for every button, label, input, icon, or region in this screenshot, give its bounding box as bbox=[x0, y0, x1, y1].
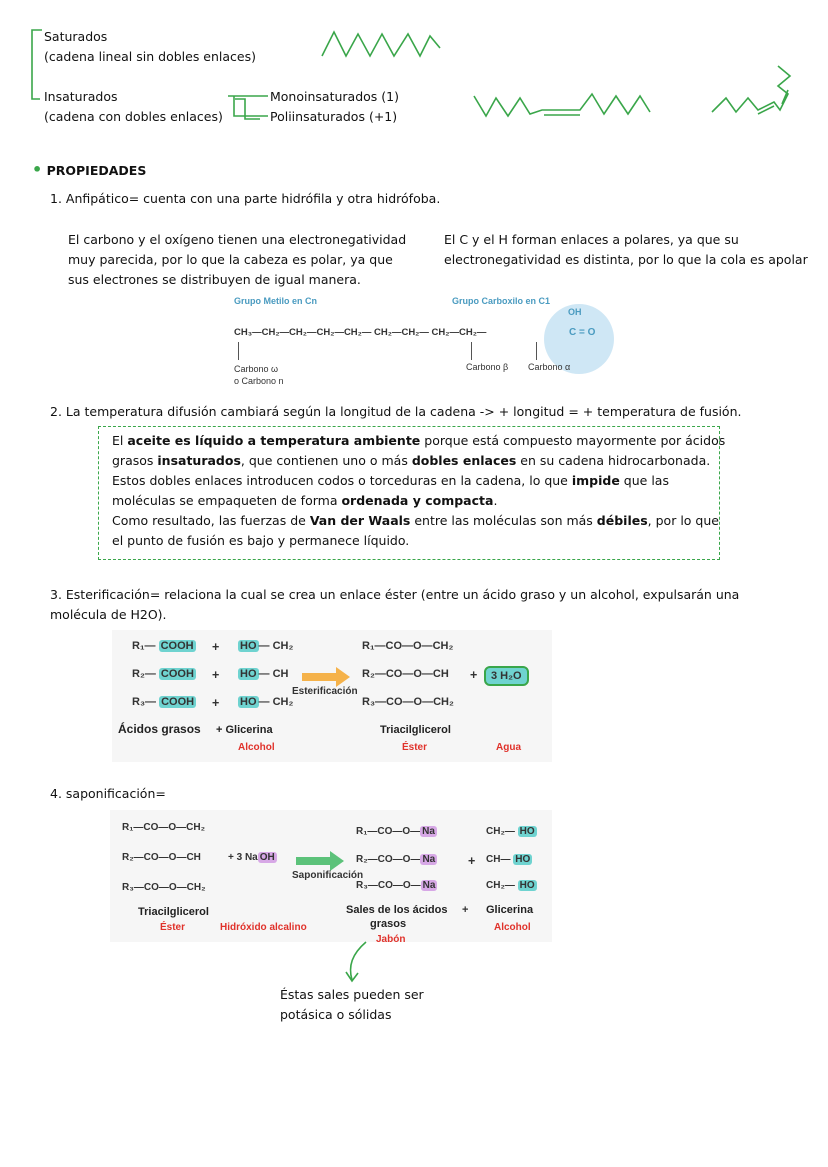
monoinsaturados: Monoinsaturados (1) bbox=[270, 89, 399, 104]
label-metilo: Grupo Metilo en Cn bbox=[234, 296, 317, 306]
hidroxido-label: Hidróxido alcalino bbox=[220, 922, 307, 933]
triacilglicerol-label: Triacilglicerol bbox=[380, 724, 451, 736]
fatty-acid-figure bbox=[228, 296, 618, 392]
carbono-beta: Carbono β bbox=[466, 362, 509, 372]
item1-right-line1: El C y el H forman enlaces a polares, ya que su bbox=[444, 232, 739, 247]
box-line5: Como resultado, las fuerzas de Van der Waals entre las moléculas son más débiles, por lo que bbox=[112, 513, 719, 528]
box-line4: moléculas se empaqueten de forma ordenada y compacta. bbox=[112, 493, 498, 508]
acid-row-1: R₁— COOH bbox=[132, 640, 194, 652]
glicerina-row-2: CH— HO bbox=[486, 854, 531, 865]
monounsaturated-zigzag-drawing bbox=[470, 90, 660, 120]
ester-row-1: R₁—CO—O—CH₂ bbox=[362, 640, 454, 652]
sales-label-2: grasos bbox=[370, 918, 407, 930]
box-line2: grasos insaturados, que contienen uno o más dobles enlaces en su cadena hidrocarbonada. bbox=[112, 453, 711, 468]
bullet-icon: • bbox=[32, 160, 43, 179]
glicerina-label: Glicerina bbox=[486, 904, 534, 916]
plus-labels: + bbox=[462, 904, 469, 916]
acid-row-2: R₂— COOH bbox=[132, 668, 194, 680]
esterification-figure bbox=[112, 630, 552, 762]
box-line6: el punto de fusión es bajo y permanece líquido. bbox=[112, 533, 410, 548]
salt-row-2: R₂—CO—O— Na bbox=[356, 854, 436, 865]
hydroxyl: OH bbox=[568, 307, 582, 317]
esterification-label: Esterificación bbox=[292, 686, 358, 697]
box-line3: Estos dobles enlaces introducen codos o torceduras en la cadena, lo que impide que las bbox=[112, 473, 669, 488]
agua-label: Agua bbox=[496, 742, 521, 753]
acidos-grasos-label: Ácidos grasos bbox=[118, 722, 201, 736]
alcohol-label: Alcohol bbox=[494, 922, 531, 933]
esterification-arrow-icon bbox=[302, 666, 352, 688]
alcohol-label: Alcohol bbox=[238, 742, 275, 753]
item2-text: 2. La temperatura difusión cambiará según la longitud de la cadena -> + longitud = + temperatura de fusión. bbox=[50, 404, 742, 419]
water-product: 3 H₂O bbox=[484, 666, 529, 686]
glicerina-label: + Glicerina bbox=[216, 724, 273, 736]
item4-text: 4. saponificación= bbox=[50, 786, 166, 801]
item3-line1: 3. Esterificación= relaciona la cual se crea un enlace éster (entre un ácido graso y un alcohol, expulsarán una bbox=[50, 587, 740, 602]
item1-left-line2: muy parecida, por lo que la cabeza es polar, ya que bbox=[68, 252, 393, 267]
plus-1: + bbox=[212, 640, 220, 654]
saponification-label: Saponificación bbox=[292, 870, 364, 881]
triacilglicerol-label: Triacilglicerol bbox=[138, 906, 209, 918]
triacyl-row-3: R₃—CO—O—CH₂ bbox=[122, 882, 206, 893]
alpha-arrow bbox=[536, 342, 537, 360]
glycerol-row-1: HO — CH₂ bbox=[240, 640, 294, 652]
carbono-n: o Carbono n bbox=[234, 376, 284, 386]
beta-arrow bbox=[471, 342, 472, 360]
carbono-alpha: Carbono α bbox=[528, 362, 571, 372]
glicerina-row-1: CH₂— HO bbox=[486, 826, 535, 837]
saponification-figure bbox=[110, 810, 552, 945]
omega-arrow bbox=[238, 342, 239, 360]
sales-label-1: Sales de los ácidos bbox=[346, 904, 448, 916]
triacyl-row-1: R₁—CO—O—CH₂ bbox=[122, 822, 206, 833]
triacyl-row-2: R₂—CO—O—CH bbox=[122, 852, 201, 863]
insaturados-desc: (cadena con dobles enlaces) bbox=[44, 109, 223, 124]
glycerol-row-2: HO — CH bbox=[240, 668, 289, 680]
saturados-desc: (cadena lineal sin dobles enlaces) bbox=[44, 49, 256, 64]
ester-label: Éster bbox=[160, 922, 186, 933]
polyunsaturated-kinked-drawing bbox=[708, 60, 798, 120]
item1-left-line3: sus electrones se distribuyen de igual manera. bbox=[68, 272, 361, 287]
note-line2: potásica o sólidas bbox=[280, 1007, 392, 1022]
item1-right-line2: electronegatividad es distinta, por lo que la cola es apolar bbox=[444, 252, 808, 267]
insaturados-title: Insaturados bbox=[44, 89, 118, 104]
saturados-title: Saturados bbox=[44, 29, 108, 44]
acid-row-3: R₃— COOH bbox=[132, 696, 195, 708]
plus-water: + bbox=[470, 668, 478, 682]
jabon-label: Jabón bbox=[376, 934, 406, 945]
naoh-reagent: + 3 Na OH bbox=[228, 852, 275, 863]
plus-3: + bbox=[212, 696, 220, 710]
glicerina-row-3: CH₂— HO bbox=[486, 880, 535, 891]
section-title: • PROPIEDADES bbox=[32, 160, 147, 179]
ester-label: Éster bbox=[402, 742, 428, 753]
saturated-zigzag-drawing bbox=[318, 26, 448, 60]
box-line1: El aceite es líquido a temperatura ambiente porque está compuesto mayormente por ácidos bbox=[112, 433, 726, 448]
note-line1: Éstas sales pueden ser bbox=[280, 987, 424, 1002]
curved-arrow-icon bbox=[338, 940, 378, 986]
item3-line2: molécula de H2O). bbox=[50, 607, 167, 622]
carbonyl: C = O bbox=[569, 327, 596, 338]
carbono-omega: Carbono ω bbox=[234, 364, 279, 374]
saponification-arrow-icon bbox=[296, 850, 346, 872]
ester-row-3: R₃—CO—O—CH₂ bbox=[362, 696, 454, 708]
plus-glicerina: + bbox=[468, 854, 476, 868]
salt-row-1: R₁—CO—O— Na bbox=[356, 826, 435, 837]
plus-2: + bbox=[212, 668, 220, 682]
salt-row-3: R₃—CO—O— Na bbox=[356, 880, 436, 891]
item1-text: 1. Anfipático= cuenta con una parte hidrófila y otra hidrófoba. bbox=[50, 191, 441, 206]
ester-row-2: R₂—CO—O—CH bbox=[362, 668, 449, 680]
carbon-chain: CH₃—CH₂—CH₂—CH₂—CH₂— CH₂—CH₂— CH₂—CH₂— bbox=[234, 327, 487, 338]
label-carboxilo: Grupo Carboxilo en C1 bbox=[452, 296, 551, 306]
item1-left-line1: El carbono y el oxígeno tienen una electronegatividad bbox=[68, 232, 407, 247]
glycerol-row-3: HO — CH₂ bbox=[240, 696, 294, 708]
poliinsaturados: Poliinsaturados (+1) bbox=[270, 109, 398, 124]
